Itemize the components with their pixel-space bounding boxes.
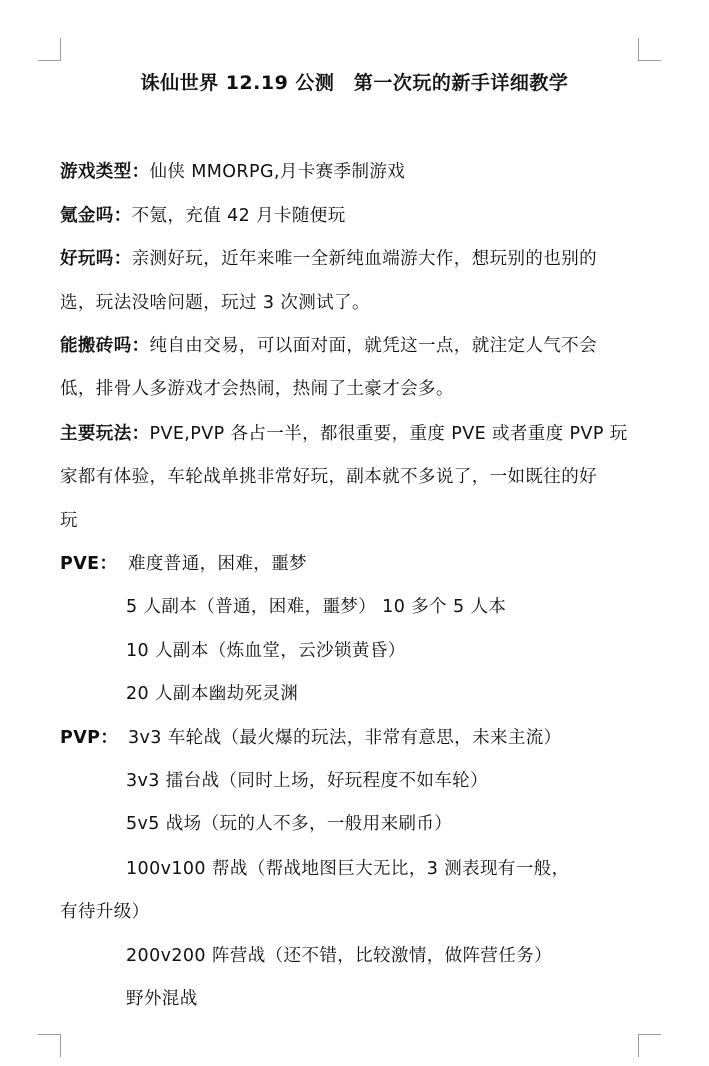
main-label: 主要玩法： bbox=[60, 424, 150, 444]
fun-label: 好玩吗： bbox=[60, 249, 132, 269]
page-corner-mark bbox=[638, 1034, 661, 1057]
main-text-1: PVE,PVP 各占一半，都很重要，重度 PVE 或者重度 PVP 玩 bbox=[149, 424, 628, 444]
trade-label: 能搬砖吗： bbox=[60, 336, 150, 356]
game-type-line bbox=[60, 158, 405, 183]
pay-line bbox=[60, 202, 346, 227]
fun-line-1 bbox=[60, 245, 597, 270]
trade-line-2: 低，排骨人多游戏才会热闹，热闹了土豪才会多。 bbox=[60, 379, 454, 399]
document-title: 诛仙世界 12.19 公测 第一次玩的新手详细教学 bbox=[140, 72, 569, 94]
pve-item: 20 人副本幽劫死灵渊 bbox=[126, 684, 299, 704]
pay-label: 氪金吗： bbox=[60, 206, 132, 226]
page-corner-mark bbox=[38, 1034, 61, 1057]
pve-label: PVE： bbox=[60, 554, 118, 574]
page-corner-mark bbox=[38, 38, 61, 61]
page-corner-mark bbox=[638, 38, 661, 61]
main-line-2: 家都有体验，车轮战单挑非常好玩，副本就不多说了，一如既往的好 bbox=[60, 467, 597, 487]
pve-item: 难度普通，困难，噩梦 bbox=[128, 554, 307, 574]
pvp-item: 野外混战 bbox=[126, 989, 198, 1009]
pvp-item: 5v5 战场（玩的人不多，一般用来刷币） bbox=[126, 814, 453, 834]
pvp-line-1 bbox=[60, 724, 562, 749]
game-type-text: 仙侠 MMORPG,月卡赛季制游戏 bbox=[149, 162, 406, 182]
pvp-label: PVP： bbox=[60, 728, 119, 748]
pve-item: 5 人副本（普通，困难，噩梦） 10 多个 5 人本 bbox=[126, 597, 507, 617]
pvp-item-continued: 有待升级） bbox=[60, 902, 150, 922]
pvp-item: 3v3 擂台战（同时上场，好玩程度不如车轮） bbox=[126, 771, 488, 791]
main-line-3: 玩 bbox=[60, 511, 78, 531]
trade-line-1 bbox=[60, 332, 597, 357]
fun-text-1: 亲测好玩，近年来唯一全新纯血端游大作，想玩别的也别的 bbox=[131, 249, 598, 269]
pvp-item: 200v200 阵营战（还不错，比较激情，做阵营任务） bbox=[126, 946, 553, 966]
pve-line-1 bbox=[60, 550, 307, 575]
game-type-label: 游戏类型： bbox=[60, 162, 150, 182]
pvp-item: 100v100 帮战（帮战地图巨大无比，3 测表现有一般， bbox=[126, 859, 570, 879]
pve-item: 10 人副本（炼血堂，云沙锁黄昏） bbox=[126, 641, 406, 661]
pvp-item: 3v3 车轮战（最火爆的玩法，非常有意思，未来主流） bbox=[128, 728, 562, 748]
fun-line-2: 选，玩法没啥问题，玩过 3 次测试了。 bbox=[60, 293, 370, 313]
trade-text-1: 纯自由交易，可以面对面，就凭这一点，就注定人气不会 bbox=[149, 336, 597, 356]
pay-text: 不氪，充值 42 月卡随便玩 bbox=[131, 206, 346, 226]
main-line-1 bbox=[60, 420, 628, 445]
